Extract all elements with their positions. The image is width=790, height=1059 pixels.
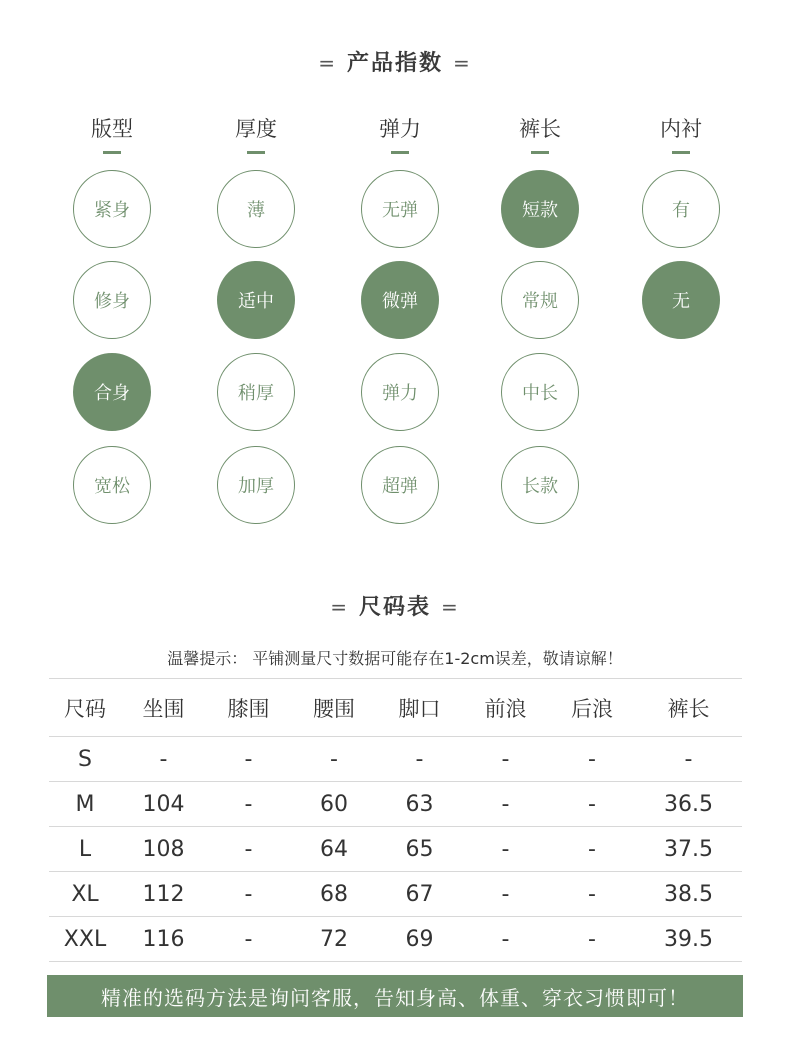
table-cell: 39.5 [635,917,742,962]
index-option-selected: 适中 [217,261,295,339]
index-option-selected: 微弹 [361,261,439,339]
table-cell: XL [49,872,121,917]
table-cell: 108 [121,827,206,872]
size-table-column-header: 膝围 [206,679,291,737]
table-cell: - [121,737,206,782]
table-row [49,827,742,872]
size-chart-title-text: 尺码表 [358,595,431,620]
table-cell: - [549,917,635,962]
table-cell: - [549,872,635,917]
index-option: 超弹 [361,446,439,524]
table-cell: 69 [377,917,462,962]
index-column [495,112,585,497]
table-cell: 65 [377,827,462,872]
table-cell: 112 [121,872,206,917]
index-option-selected: 短款 [501,170,579,248]
table-cell: - [206,917,291,962]
table-cell: XXL [49,917,121,962]
heading-underline [247,151,265,154]
table-cell: 38.5 [635,872,742,917]
index-column [211,112,301,497]
table-cell: - [206,827,291,872]
index-column-heading: 厚度 [211,112,301,146]
index-column [636,112,726,312]
size-table-header [49,679,742,737]
table-cell: 104 [121,782,206,827]
table-cell: - [206,782,291,827]
table-cell: 67 [377,872,462,917]
table-cell: - [549,782,635,827]
table-cell: S [49,737,121,782]
table-cell: - [206,872,291,917]
product-index-title [0,46,790,77]
index-column-heading: 版型 [67,112,157,146]
table-cell: 63 [377,782,462,827]
table-cell: 36.5 [635,782,742,827]
index-option: 薄 [217,170,295,248]
table-cell: - [635,737,742,782]
table-cell: - [462,917,549,962]
index-column [355,112,445,497]
index-option: 有 [642,170,720,248]
table-cell: 60 [291,782,377,827]
table-cell: - [462,872,549,917]
table-cell: L [49,827,121,872]
index-option-selected: 无 [642,261,720,339]
index-column-heading: 裤长 [495,112,585,146]
measurement-notice: 温馨提示： 平铺测量尺寸数据可能存在1-2cm误差，敬请谅解！ [167,649,623,668]
index-option: 紧身 [73,170,151,248]
index-column-heading: 内衬 [636,112,726,146]
heading-underline [531,151,549,154]
table-row [49,917,742,962]
table-cell: - [291,737,377,782]
title-deco-left: = [318,51,337,75]
heading-underline [103,151,121,154]
title-deco-right: = [441,595,460,619]
table-cell: - [549,737,635,782]
size-table-column-header: 尺码 [49,679,121,737]
size-table-column-header: 裤长 [635,679,742,737]
size-table-column-header: 前浪 [462,679,549,737]
size-table-column-header: 坐围 [121,679,206,737]
size-table-body [49,737,742,962]
table-cell: 68 [291,872,377,917]
heading-underline [672,151,690,154]
index-option: 中长 [501,353,579,431]
table-cell: - [462,782,549,827]
index-option: 修身 [73,261,151,339]
table-row [49,782,742,827]
title-deco-left: = [330,595,349,619]
index-option: 无弹 [361,170,439,248]
size-table-column-header: 后浪 [549,679,635,737]
table-cell: M [49,782,121,827]
footer-banner: 精准的选码方法是询问客服，告知身高、体重、穿衣习惯即可！ [47,975,743,1017]
index-option: 弹力 [361,353,439,431]
table-cell: - [462,737,549,782]
table-cell: - [549,827,635,872]
table-row [49,737,742,782]
table-row [49,872,742,917]
table-cell: 37.5 [635,827,742,872]
index-option: 常规 [501,261,579,339]
size-table-column-header: 脚口 [377,679,462,737]
table-cell: 72 [291,917,377,962]
index-option: 宽松 [73,446,151,524]
index-column-heading: 弹力 [355,112,445,146]
table-cell: 64 [291,827,377,872]
title-deco-right: = [453,51,472,75]
index-column [67,112,157,497]
index-option: 长款 [501,446,579,524]
index-option-selected: 合身 [73,353,151,431]
product-index-title-text: 产品指数 [346,51,443,76]
size-table-column-header: 腰围 [291,679,377,737]
index-option: 稍厚 [217,353,295,431]
size-table [49,678,742,962]
table-cell: - [377,737,462,782]
table-cell: - [462,827,549,872]
table-cell: - [206,737,291,782]
table-cell: 116 [121,917,206,962]
heading-underline [391,151,409,154]
index-option: 加厚 [217,446,295,524]
size-chart-title [0,590,790,621]
